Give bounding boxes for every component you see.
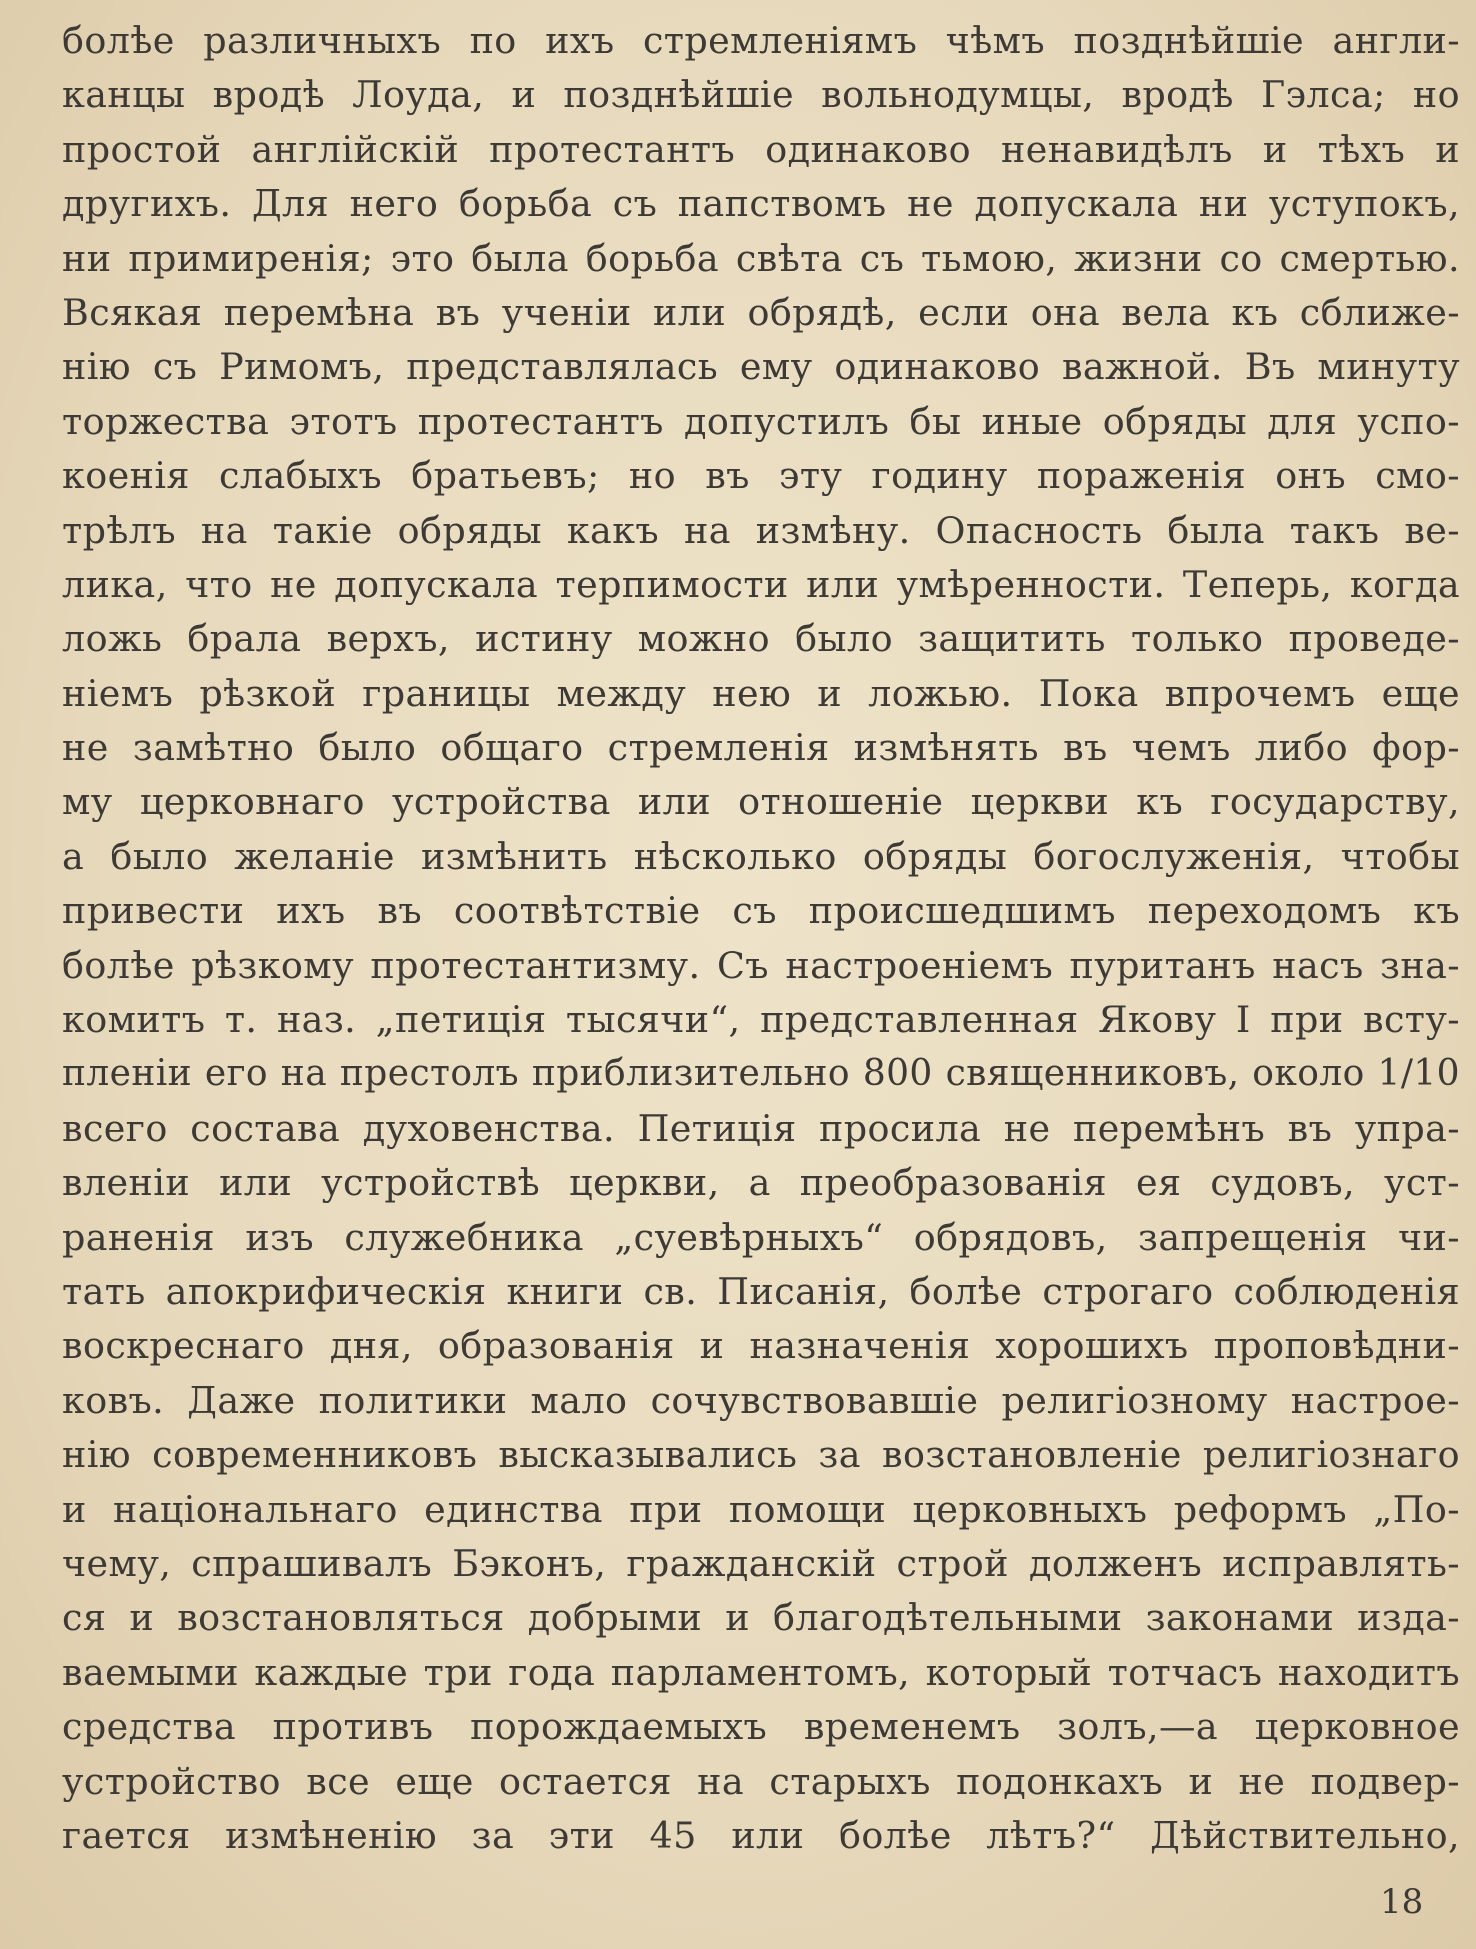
text-line: всего состава духовенства. Петиція просила не перемѣнъ въ упра- (62, 1106, 1460, 1150)
text-line: коенія слабыхъ братьевъ; но въ эту годину пораженія онъ смо- (62, 454, 1460, 498)
text-line: устройство все еще остается на старыхъ подонкахъ и не подвер- (62, 1759, 1460, 1803)
text-line: ни примиренія; это была борьба свѣта съ тьмою, жизни со смертью. (62, 236, 1460, 280)
text-line: простой англійскій протестантъ одинаково ненавидѣлъ и тѣхъ и (62, 127, 1460, 171)
text-line: привести ихъ въ соотвѣтствіе съ происшедшимъ переходомъ къ (62, 889, 1460, 933)
text-line: нію современниковъ высказывались за возстановленіе религіознаго (62, 1433, 1460, 1477)
text-line: другихъ. Для него борьба съ папствомъ не допускала ни уступокъ, (62, 182, 1460, 226)
text-line: канцы вродѣ Лоуда, и позднѣйшіе вольнодумцы, вродѣ Гэлса; но (62, 73, 1460, 117)
text-line: нію съ Римомъ, представлялась ему одинаково важной. Въ минуту (62, 345, 1460, 389)
text-line: Всякая перемѣна въ ученіи или обрядѣ, если она вела къ сближе- (62, 290, 1460, 334)
text-line: ковъ. Даже политики мало сочувствовавшіе религіозному настрое- (62, 1378, 1460, 1422)
text-line: чему, спрашивалъ Бэконъ, гражданскій строй долженъ исправлять- (62, 1541, 1460, 1585)
text-line: торжества этотъ протестантъ допустилъ бы иные обряды для успо- (62, 399, 1460, 443)
text-line: болѣе рѣзкому протестантизму. Съ настроеніемъ пуританъ насъ зна- (62, 943, 1460, 987)
text-line: и національнаго единства при помощи церковныхъ реформъ „По- (62, 1487, 1460, 1531)
text-line: вленіи или устройствѣ церкви, а преобразованія ея судовъ, уст- (62, 1161, 1460, 1205)
text-line: комитъ т. наз. „петиція тысячи“, представленная Якову I при всту- (62, 998, 1460, 1042)
text-line: ложь брала верхъ, истину можно было защитить только проведе- (62, 617, 1460, 661)
text-line: гается измѣненію за эти 45 или болѣе лѣтъ?“ Дѣйствительно, (62, 1813, 1460, 1857)
text-line: а было желаніе измѣнить нѣсколько обряды богослуженія, чтобы (62, 834, 1460, 878)
text-line: ваемыми каждые три года парламентомъ, который тотчасъ находитъ (62, 1650, 1460, 1694)
page-number: 18 (1380, 1882, 1424, 1922)
text-line: раненія изъ служебника „суевѣрныхъ“ обрядовъ, запрещенія чи- (62, 1215, 1460, 1259)
text-line: ся и возстановляться добрыми и благодѣтельными законами изда- (62, 1596, 1460, 1640)
text-line: не замѣтно было общаго стремленія измѣнять въ чемъ либо фор- (62, 726, 1460, 770)
text-line: ніемъ рѣзкой границы между нею и ложью. Пока впрочемъ еще (62, 671, 1460, 715)
text-line: пленіи его на престолъ приблизительно 800 священниковъ, около 1/10 (62, 1053, 1460, 1095)
text-line: воскреснаго дня, образованія и назначенія хорошихъ проповѣдни- (62, 1324, 1460, 1368)
body-text (62, 14, 1462, 1863)
text-line: средства противъ порождаемыхъ временемъ золъ,—а церковное (62, 1705, 1460, 1749)
text-line: трѣлъ на такіе обряды какъ на измѣну. Опасность была такъ ве- (62, 508, 1460, 552)
text-line: му церковнаго устройства или отношеніе церкви къ государству, (62, 780, 1460, 824)
text-line: болѣе различныхъ по ихъ стремленіямъ чѣмъ позднѣйшіе англи- (62, 19, 1460, 62)
text-line: лика, что не допускала терпимости или умѣренности. Теперь, когда (62, 562, 1460, 606)
text-line: тать апокрифическія книги св. Писанія, болѣе строгаго соблюденія (62, 1269, 1460, 1313)
